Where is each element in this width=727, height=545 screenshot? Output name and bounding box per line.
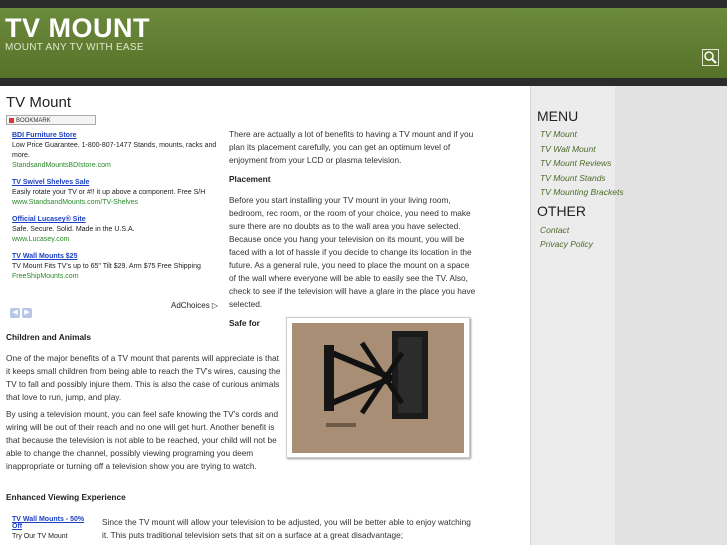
menu-item-tv-mount[interactable]: TV Mount bbox=[540, 129, 577, 139]
heading-placement: Placement bbox=[229, 174, 271, 184]
ad-title-link[interactable]: Official Lucasey® Site bbox=[12, 216, 86, 223]
ad-item bbox=[12, 179, 222, 208]
search-button[interactable] bbox=[702, 49, 719, 66]
ad-item bbox=[12, 132, 222, 171]
chevron-left-icon[interactable]: ◀ bbox=[10, 308, 20, 318]
bookmark-button[interactable] bbox=[6, 115, 96, 125]
nav-bar bbox=[0, 78, 727, 86]
ad-pager bbox=[10, 301, 34, 319]
top-bar bbox=[0, 0, 727, 8]
other-item-contact[interactable]: Contact bbox=[540, 225, 570, 235]
ad-item bbox=[12, 253, 222, 282]
ad-url[interactable]: www.StandsandMounts.com/TV-Shelves bbox=[12, 199, 139, 206]
placement-paragraph: Before you start installing your TV mount in your living room, bedroom, rec room, or the room of your choice, you need to make sure there are no doubts as to the wall area you have selected. Because once you hang your television on its mount, you will be faced with a lot of hassle if you decide to change its location in the future. As a general rule, you need to place the mount on a space of the wall where everyone will be able to easily see the TV. Also, check to see if the television will have a glare in the place you have selected. bbox=[229, 195, 476, 309]
main-content bbox=[0, 86, 530, 545]
ad-title-link[interactable]: BDI Furniture Store bbox=[12, 132, 77, 139]
other-heading: OTHER bbox=[537, 203, 586, 219]
sidebar bbox=[530, 86, 727, 545]
ad-block bbox=[12, 132, 222, 290]
adchoices-link[interactable] bbox=[171, 301, 218, 310]
menu-heading: MENU bbox=[537, 108, 579, 124]
bookmark-label: BOOKMARK bbox=[16, 118, 51, 124]
sidebar-strip bbox=[615, 86, 727, 545]
ad-title-link[interactable]: TV Wall Mounts $25 bbox=[12, 253, 78, 260]
ad-text: Low Price Guarantee. 1-800-807-1477 Stands, mounts, racks and more. bbox=[12, 142, 217, 159]
ad-text: Safe. Secure. Solid. Made in the U.S.A. bbox=[12, 226, 135, 233]
ad-bottom bbox=[12, 516, 92, 542]
heading-safe-for: Safe for bbox=[229, 318, 260, 328]
other-item-privacy-policy[interactable]: Privacy Policy bbox=[540, 239, 593, 249]
adchoices-icon: ▷ bbox=[211, 301, 219, 310]
ad-title-link[interactable]: TV Wall Mounts - 50% Off bbox=[12, 516, 85, 530]
tv-mount-photo bbox=[286, 317, 470, 458]
menu-item-tv-mount-reviews[interactable]: TV Mount Reviews bbox=[540, 158, 612, 168]
menu-item-tv-mount-stands[interactable]: TV Mount Stands bbox=[540, 173, 606, 183]
chevron-right-icon[interactable]: ▶ bbox=[22, 308, 32, 318]
intro-paragraph: There are actually a lot of benefits to having a TV mount and if you plan its placement carefully, you can get an optimum level of enjoyment from your LCD or plasma television. bbox=[229, 129, 474, 165]
site-header bbox=[0, 8, 727, 78]
ad-url[interactable]: StandsandMountsBDIstore.com bbox=[12, 162, 111, 169]
adchoices-label: AdChoices bbox=[171, 301, 210, 310]
heading-children-animals: Children and Animals bbox=[6, 332, 91, 342]
page-title: TV Mount bbox=[6, 94, 72, 111]
ad-text: TV Mount Fits TV's up to 65" Tilt $29. Arm $75 Free Shipping bbox=[12, 263, 201, 270]
viewing-paragraph: Since the TV mount will allow your television to be adjusted, you will be better able to enjoy watching it. This puts traditional television sets that sit on a surface at a great disadvantage; bbox=[102, 517, 471, 540]
menu-item-tv-mounting-brackets[interactable]: TV Mounting Brackets bbox=[540, 187, 624, 197]
photo-image bbox=[292, 323, 464, 453]
ad-url[interactable]: FreeShipMounts.com bbox=[12, 273, 79, 280]
ad-title-link[interactable]: TV Swivel Shelves Sale bbox=[12, 179, 90, 186]
site-title[interactable]: TV MOUNT bbox=[5, 13, 150, 43]
tv-mount-illustration bbox=[292, 323, 464, 453]
ad-item bbox=[12, 216, 222, 245]
ad-url[interactable]: www.Lucasey.com bbox=[12, 236, 70, 243]
heading-viewing-experience: Enhanced Viewing Experience bbox=[6, 492, 126, 502]
menu-item-tv-wall-mount[interactable]: TV Wall Mount bbox=[540, 144, 596, 154]
site-subtitle: MOUNT ANY TV WITH EASE bbox=[5, 42, 144, 53]
search-icon bbox=[703, 50, 718, 65]
ad-text: Try Our TV Mount bbox=[12, 533, 68, 540]
children-paragraph-2: By using a television mount, you can feel safe knowing the TV's cords and wiring will be out of their reach and no one will get hurt. Another benefit is that because the television is not able to be reached, your child will not be able to change the channel, possibly viewing programing you deem inappropriate or turning off a television show you are trying to watch. bbox=[6, 409, 279, 471]
bookmark-icon bbox=[9, 118, 14, 123]
ad-text: Easily rotate your TV or #!! it up above a component. Free S/H bbox=[12, 189, 206, 196]
children-paragraph-1: One of the major benefits of a TV mount that parents will appreciate is that it keeps small children from being able to reach the TV's wires, causing the TV to fall and possibly injure them. This is also the case of curious animals that love to run, jump, and play. bbox=[6, 353, 281, 402]
